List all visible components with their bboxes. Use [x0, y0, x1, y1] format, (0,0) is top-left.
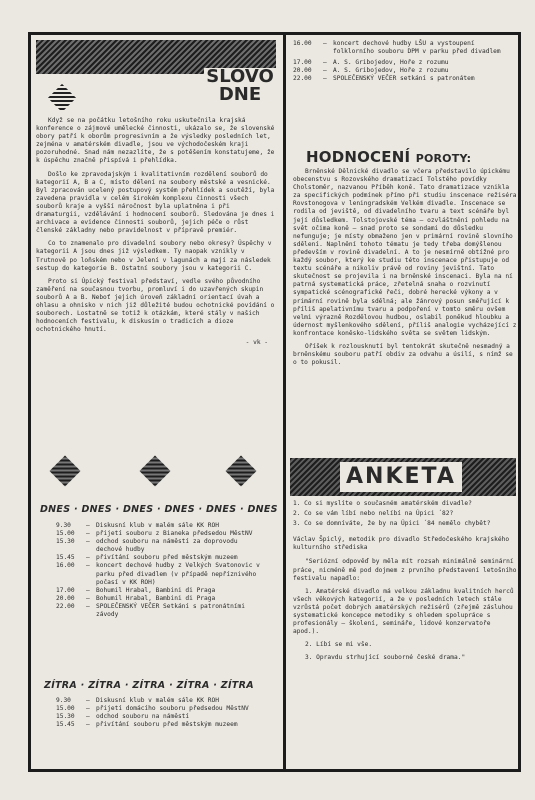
article-paragraph: Proto si Úpický festival představí, vedle svého původního zaměření na současnou tvorbu, promluví i do uzavřených skupin souborů A a B. Neboť jejich úroveň základní orientací úvah a ohlasu a ohnisko v nich již důležité budou ochotnické povídání o souborech. Lostatně se totiž k otázkám, které stály v našich hodnoceních festivalu, k diskusím o tradicích a dioze ochotnického hnutí.: [36, 277, 275, 334]
anketa-header: [290, 458, 516, 496]
schedule-row: 15.30 – odchod souboru na náměstí za doprovodu dechové hudby: [56, 538, 238, 554]
right-schedule: [293, 40, 517, 83]
anketa-respondent: Václav Špiclý, metodik pro divadlo Středočeského krajského kulturního střediska: [293, 536, 510, 552]
diamond-icon: [49, 455, 80, 486]
decorative-diamonds: [40, 458, 270, 490]
schedule-row: 22.00 – SPOLEČENSKÝ VEČER setkání s patronátem: [293, 75, 475, 83]
diamond-icon: [48, 84, 76, 112]
schedule-row: 17.00 – A. S. Gribojedov, Hoře z rozumu: [293, 59, 449, 67]
dnes-schedule: [56, 522, 266, 619]
anketa-answer: "Seriózní odpověď by měla mít rozsah minimálně seminární práce, nicméně mě pod dojmem z prvního představení letošního festivalu napadlo:: [293, 558, 517, 582]
schedule-row: 20.00 – A. S. Gribojedov, Hoře z rozumu: [293, 67, 449, 75]
zitra-schedule: [56, 697, 266, 729]
schedule-row: 9.30 – Diskusní klub v malém sále KK ROH: [56, 522, 219, 529]
hodnoceni-article: [293, 168, 517, 372]
hodnoceni-heading: HODNOCENÍ POROTY:: [306, 148, 472, 166]
schedule-row: 15.45 – přivítání souboru před městským muzeem: [56, 721, 238, 729]
anketa-answer: 1. Amatérské divadlo má velkou základnu kvalitních herců všech věkových kategorií, a že v posledních letech stále vzrůstá počet dobrých amatérských režisérů (zřejmě zásluhou systematické koncepce metodiky s ohledem spolupráce s profesionály – školení, semináře, lidové konzervatoře apod.).: [293, 587, 514, 636]
schedule-row: 17.00 – Bohumil Hrabal, Bambini di Praga: [56, 586, 216, 594]
schedule-row: 20.00 – Bohumil Hrabal, Bambini di Praga: [56, 594, 216, 602]
article-paragraph: Došlo ke zpravodajským i kvalitativním rozdělení souborů do kategorií A, B a C, místo dělení na soubory městské a vesnické. Byl zpracován ucelený postupový systém přehlídek a soutěží, byla zavedena pravidla v celém širokém komplexu činnosti všech souborů kraje a vyšší náročnost byla uplatněna i při dramaturgii, vzdělávání i hodnocení souborů. Sledována je dnes i archivace a evidence činnosti souborů, jejich péče o růst členské základny nebo pravidelnost v přípravě premiér.: [36, 170, 275, 235]
article-paragraph: Když se na počátku letošního roku uskutečnila krajská konference o zájmové umělecké činnosti, ukázalo se, že slovenské obory patří k oborům progresivním a že výsledky posledních let, zejména v amatérském divadle, jsou ve východočeském kraji pozoruhodné. Snad nám nezazlíte, že s potěšením konstatujeme, že k úspěchu značně přispívá i přehlídka.: [36, 117, 275, 165]
schedule-row: 16.00 – koncert dechové hudby LŠU a vystoupení folklorního souboru DPM v parku před divadlem: [293, 40, 501, 56]
zitra-heading: ZÍTRA · ZÍTRA · ZÍTRA · ZÍTRA · ZÍTRA: [44, 680, 254, 691]
dnes-heading: DNES · DNES · DNES · DNES · DNES · DNES: [40, 504, 278, 515]
article-paragraph: Co to znamenalo pro divadelní soubory nebo okresy? Úspěchy v kategorii A jsou dnes již výsledkem. Ty naopak vznikly v Trutnově po loňském nebo v Jelení v lagunách a mají za následek sestup do kategorie B. Ostatní soubory jsou v kategorii C.: [36, 240, 272, 272]
anketa-answer: 2. Líbí se mi vše.: [305, 641, 373, 649]
schedule-row: 16.00 – koncert dechové hudby z Velkých Svatonovic v parku před divadlem (v případě nepříznivého počasí v KK ROH): [56, 562, 260, 586]
anketa-section: [293, 500, 517, 668]
anketa-question: 3. Co se domníváte, že by na Úpici ´84 nemělo chybět?: [293, 520, 491, 528]
article-paragraph: Brněnské Dělnické divadlo se včera představilo úpickému obecenstvu s Rozovského dramatizací Tolstého povídky Cholstoměr, nazvanou Příběh koně. Tato dramatizace vznikla za specifických podmínek přímo při studiu inscenace režiséra Rovstonogova v leningradském Velkém divadle. Inscenace se rodila od jeviště, od divadelního tvaru a text scénáře byl její důsledkem. Tolstojovské téma – ozvláštnění pohledu na svět očima koně – snad proto se sondami do důsledku nefunguje; je místy obmaženo jen v primární rovině slovního sdělení. Naplnění tohoto tématu je tedy třeba domýšlenou především v rovině divadelní. A to je nesmírně obtížné pro každý soubor, který ke studiu této inscenace přistupuje od textu scénáře a nikoliv právě od roviny jevištní. Tato skutečnost se projevila i na brněnské inscenaci. Byla na ní patrná systematická práce, zřetelná snaha o rozvinutí sympatické scénografické řeči, dobré herecké výkony a v primární rovině byla sdělná; ale žánrový posun směřující k příliš apelativnímu tvaru a podpoření v tomto směru ovšem velmi výrazně Rozdělovou hudbou, oslabil poněkud hloubku a údernost myšlenkového sdělení, příliš analogie vycházející z konfrontace koněsko-lidského světa se světem lidským.: [293, 168, 517, 337]
schedule-row: 15.00 – přijetí souboru z Bianeka předsedou MěstNV: [56, 530, 253, 538]
schedule-row: 15.45 – přivítání souboru před městským muzeem: [56, 554, 238, 562]
column-divider: [283, 32, 286, 772]
slovo-dne-article: [36, 117, 276, 347]
article-signature: - vk -: [245, 339, 268, 347]
article-paragraph: Oříšek k rozlousknutí byl tentokrát skutečně nesmadný a brněnskému souboru patří obdiv za odvahu a úsilí, s nímž se o to pokusil.: [293, 342, 513, 367]
anketa-title: ANKETA: [340, 462, 462, 492]
slovo-dne-title: SLOVO DNE: [204, 68, 276, 112]
anketa-question: 2. Co se vám líbí nebo nelíbí na Úpici ´82?: [293, 510, 454, 518]
anketa-question: 1. Co si myslíte o současném amatérském divadle?: [293, 500, 472, 507]
schedule-row: 22.00 – SPOLEČENSKÝ VEČER Setkání s patronátními závody: [56, 602, 246, 619]
diamond-icon: [225, 455, 256, 486]
anketa-answer: 3. Opravdu strhující souborné české drama.": [305, 654, 466, 662]
diamond-icon: [139, 455, 170, 486]
schedule-row: 15.30 – odchod souboru na náměstí: [56, 713, 190, 721]
schedule-row: 15.00 – přijetí domácího souboru předsedou MěstNV: [56, 705, 249, 713]
schedule-row: 9.30 – Diskusní klub v malém sále KK ROH: [56, 697, 219, 704]
slovo-dne-header: [36, 40, 276, 112]
